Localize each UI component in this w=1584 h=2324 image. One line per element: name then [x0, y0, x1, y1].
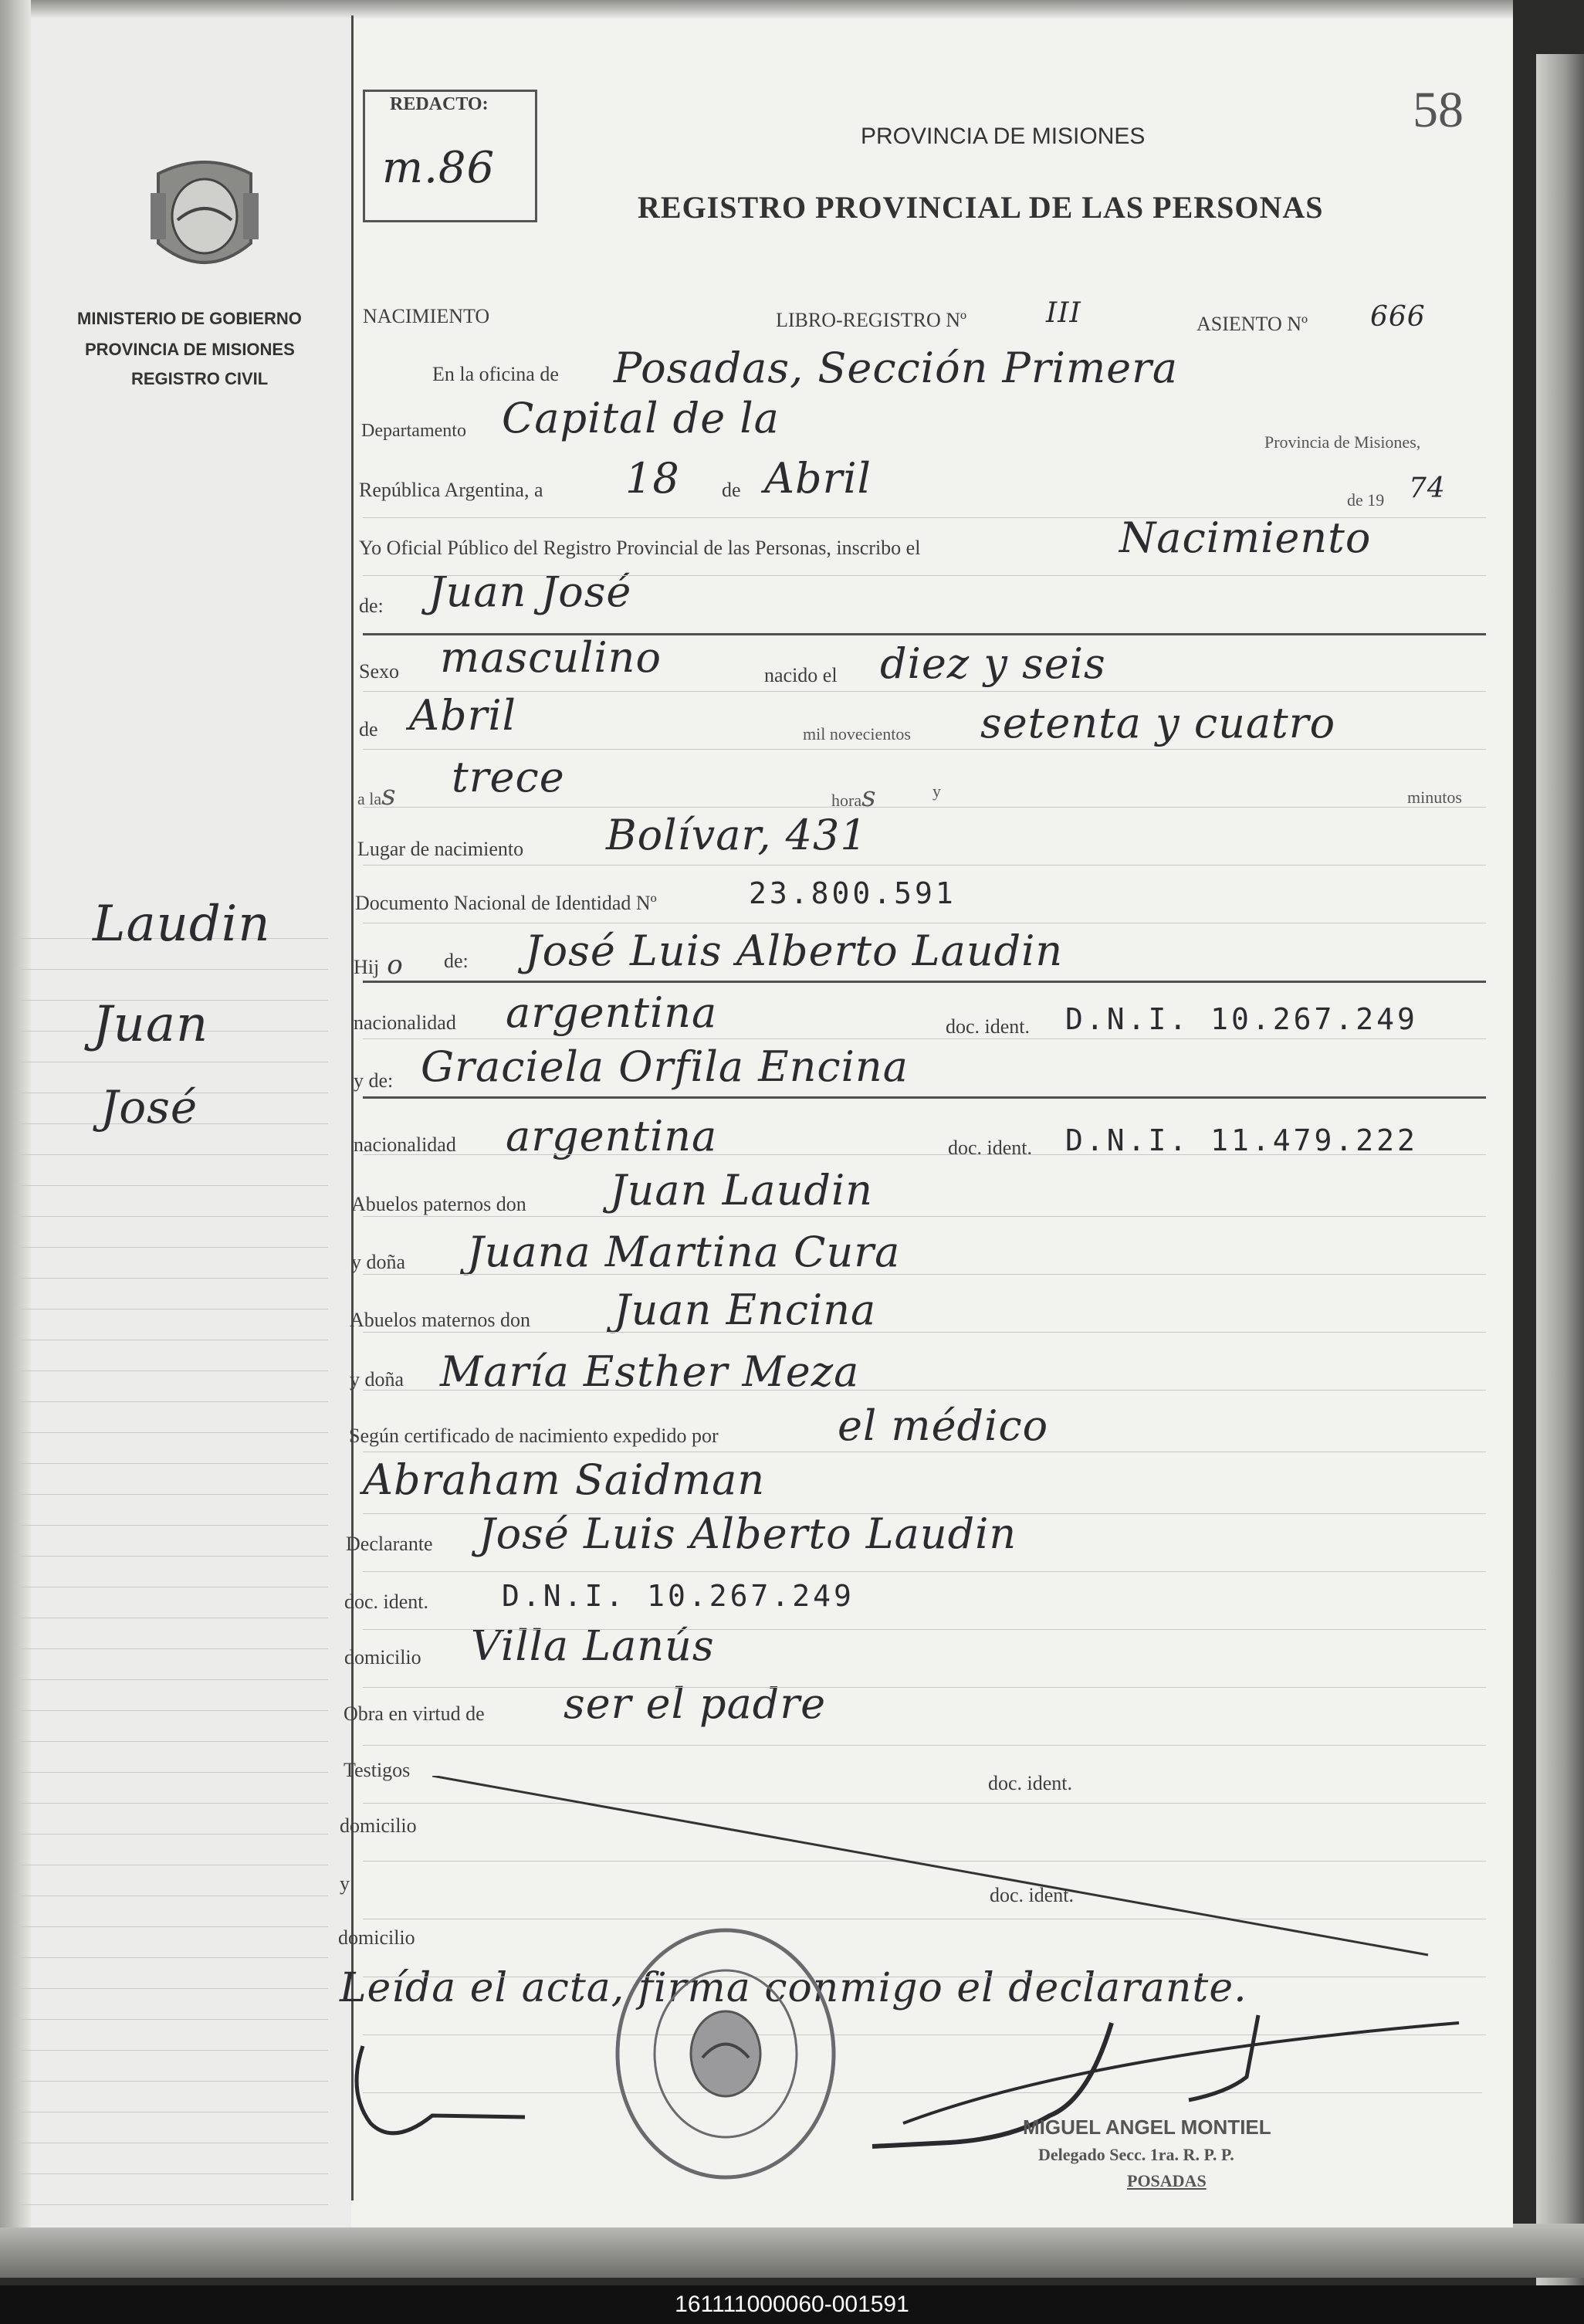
day-value: 18 — [625, 454, 680, 503]
header-province: PROVINCIA DE MISIONES — [861, 124, 1146, 149]
abuelos-paternos-label: Abuelos paternos don — [351, 1193, 526, 1215]
left-ruled-line — [15, 1926, 328, 1927]
doc-1-value: D.N.I. 10.267.249 — [1065, 1002, 1418, 1036]
form-ruled-line — [363, 1745, 1486, 1746]
asiento-label: ASIENTO Nº — [1196, 313, 1308, 335]
form-ruled-line — [363, 981, 1486, 983]
hijo-label — [354, 950, 403, 981]
form-ruled-line — [363, 807, 1486, 808]
de-mes-label: de — [359, 718, 378, 740]
mes-value: Abril — [409, 691, 516, 740]
redacto-label: REDACTO: — [390, 94, 489, 114]
y-label: y — [932, 781, 941, 801]
nacido-label: nacido el — [764, 664, 838, 686]
doc-1-label: doc. ident. — [946, 1015, 1031, 1038]
form-ruled-line — [363, 633, 1486, 635]
docid-value: D.N.I. 10.267.249 — [502, 1579, 855, 1613]
libro-label: LIBRO-REGISTRO Nº — [776, 309, 967, 331]
lugar-value: Bolívar, 431 — [606, 811, 868, 859]
testigos-domicilio-2-label: domicilio — [338, 1926, 415, 1949]
form-ruled-line — [363, 1629, 1486, 1630]
left-ruled-line — [15, 1648, 328, 1649]
doc-2-value: D.N.I. 11.479.222 — [1065, 1123, 1418, 1157]
hijo-label-text: Hij — [354, 956, 380, 978]
coat-of-arms-icon — [143, 151, 266, 286]
declarante-label: Declarante — [346, 1533, 433, 1555]
form-ruled-line — [363, 1687, 1486, 1688]
year-label: de 19 — [1347, 490, 1385, 510]
abuela-materna-value: María Esther Meza — [440, 1347, 860, 1396]
oficina-label: En la oficina de — [432, 363, 559, 385]
abuelos-paternos-value: Juan Laudin — [610, 1166, 874, 1215]
oficial-value: Nacimiento — [1119, 513, 1372, 562]
left-ruled-line — [15, 1370, 328, 1371]
ydona-2-label: y doña — [350, 1368, 404, 1391]
oficina-value: Posadas, Sección Primera — [614, 344, 1179, 392]
testigos-domicilio-label: domicilio — [340, 1814, 417, 1837]
form-ruled-line — [363, 1038, 1486, 1039]
ministry-label: MINISTERIO DE GOBIERNO — [77, 309, 302, 328]
margin-given-2: José — [100, 1081, 198, 1133]
dni-value: 23.800.591 — [749, 876, 956, 910]
form-ruled-line — [363, 1154, 1486, 1155]
left-ruled-line — [15, 2019, 328, 2020]
left-ruled-line — [15, 2050, 328, 2051]
hijo-de-label: de: — [444, 950, 469, 972]
declarante-value: José Luis Alberto Laudin — [479, 1509, 1017, 1558]
de-nombre-label: de: — [359, 595, 384, 617]
page-number: 58 — [1413, 82, 1464, 138]
left-ruled-line — [15, 1494, 328, 1495]
form-ruled-line — [363, 1274, 1486, 1275]
left-ruled-line — [15, 1803, 328, 1804]
left-ruled-line — [15, 1278, 328, 1279]
registry-label: REGISTRO CIVIL — [131, 369, 269, 388]
closing-text: Leída el acta, firma conmigo el declarante. — [340, 1965, 1247, 2011]
redacto-value: m.86 — [382, 143, 496, 193]
anio-value: setenta y cuatro — [980, 699, 1336, 747]
left-ruled-line — [15, 1679, 328, 1680]
left-ruled-line — [15, 1216, 328, 1217]
left-ruled-line — [15, 1895, 328, 1896]
departamento-label: Departamento — [361, 421, 466, 441]
left-ruled-line — [15, 1988, 328, 1989]
alas-suffix: s — [381, 780, 396, 811]
year-value: 74 — [1409, 473, 1446, 504]
oficial-label: Yo Oficial Público del Registro Provincial de las Personas, inscribo el — [359, 537, 921, 559]
record-type-label: NACIMIENTO — [363, 305, 490, 327]
dni-label: Documento Nacional de Identidad Nº — [355, 892, 657, 914]
witness-strike-line — [432, 1776, 1436, 1961]
nombre-value: Juan José — [428, 567, 632, 616]
left-ruled-line — [15, 1401, 328, 1402]
left-ruled-line — [15, 1710, 328, 1711]
province-label: PROVINCIA DE MISIONES — [85, 340, 295, 359]
libro-value: III — [1046, 297, 1081, 329]
margin-line — [351, 15, 354, 2200]
document-id-footer: 161111000060-001591 — [0, 2285, 1584, 2324]
nacionalidad-2-value: argentina — [506, 1112, 718, 1160]
obra-label: Obra en virtud de — [344, 1702, 485, 1725]
lugar-label: Lugar de nacimiento — [357, 838, 524, 860]
doc-2-label: doc. ident. — [948, 1137, 1033, 1159]
left-ruled-line — [15, 2204, 328, 2205]
abuelos-maternos-label: Abuelos maternos don — [350, 1309, 530, 1331]
hora-value: trece — [452, 753, 565, 801]
left-ruled-line — [15, 1463, 328, 1464]
padre-value: José Luis Alberto Laudin — [525, 927, 1064, 975]
testigos-doc-label: doc. ident. — [988, 1772, 1073, 1794]
left-ruled-line — [15, 1525, 328, 1526]
book-edge — [1536, 54, 1584, 2309]
sexo-value: masculino — [440, 633, 662, 682]
form-ruled-line — [363, 1571, 1486, 1572]
abuela-paterna-value: Juana Martina Cura — [467, 1228, 901, 1276]
form-ruled-line — [363, 1390, 1486, 1391]
horas-suffix: s — [861, 781, 876, 813]
segun-label: Según certificado de nacimiento expedido por — [349, 1425, 719, 1447]
mil-label: mil novecientos — [803, 724, 911, 744]
domicilio-value: Villa Lanús — [471, 1621, 715, 1670]
nacido-value: diez y seis — [880, 639, 1106, 688]
left-ruled-line — [15, 2173, 328, 2174]
testigos-y-label: y — [340, 1872, 350, 1895]
left-ruled-line — [15, 2081, 328, 2082]
domicilio-label: domicilio — [344, 1646, 421, 1668]
horas-label — [831, 781, 876, 813]
left-ruled-line — [15, 1247, 328, 1248]
form-ruled-line — [363, 749, 1486, 750]
left-ruled-line — [15, 1957, 328, 1958]
alas-label-text: a la — [357, 789, 382, 808]
horas-label-text: hora — [831, 791, 862, 810]
registry-stamp-icon — [610, 1923, 841, 2185]
left-ruled-line — [15, 1154, 328, 1155]
left-ruled-line — [15, 1185, 328, 1186]
margin-surname: Laudin — [93, 896, 271, 953]
form-ruled-line — [363, 865, 1486, 866]
sexo-label: Sexo — [359, 660, 399, 683]
asiento-value: 666 — [1370, 301, 1426, 333]
form-ruled-line — [363, 575, 1486, 576]
top-shadow — [31, 0, 1513, 19]
spine-shadow — [0, 0, 31, 2227]
official-name: MIGUEL ANGEL MONTIEL — [1023, 2116, 1271, 2139]
left-ruled-line — [15, 1741, 328, 1742]
abuelos-maternos-value: Juan Encina — [614, 1286, 877, 1334]
form-ruled-line — [363, 691, 1486, 692]
de-label: de — [722, 479, 741, 501]
medico-value: Abraham Saidman — [363, 1455, 766, 1504]
nacionalidad-1-value: argentina — [506, 988, 718, 1037]
departamento-value: Capital de la — [502, 394, 780, 442]
obra-value: ser el padre — [564, 1679, 827, 1728]
left-ruled-line — [15, 1556, 328, 1557]
left-ruled-line — [15, 969, 328, 970]
provincia-label: Provincia de Misiones, — [1264, 432, 1421, 452]
left-ruled-line — [15, 1432, 328, 1433]
hijo-suffix: o — [387, 950, 403, 981]
yde-label: y de: — [354, 1069, 394, 1092]
book-bottom — [0, 2224, 1584, 2278]
official-place: POSADAS — [1127, 2171, 1207, 2190]
form-ruled-line — [363, 1216, 1486, 1217]
republica-label: República Argentina, a — [359, 479, 543, 501]
nacionalidad-2-label: nacionalidad — [354, 1133, 456, 1156]
form-ruled-line — [363, 1096, 1486, 1099]
form-ruled-line — [363, 517, 1486, 518]
left-ruled-line — [15, 1772, 328, 1773]
testigos-label: Testigos — [344, 1759, 411, 1781]
form-ruled-line — [363, 1513, 1486, 1514]
nacionalidad-1-label: nacionalidad — [354, 1011, 456, 1034]
margin-given-1: Juan — [93, 996, 209, 1053]
month-value: Abril — [764, 454, 872, 503]
official-role: Delegado Secc. 1ra. R. P. P. — [1038, 2145, 1234, 2164]
testigos-doc-2-label: doc. ident. — [990, 1884, 1075, 1906]
minutos-label: minutos — [1407, 788, 1462, 807]
segun-value: el médico — [838, 1401, 1049, 1450]
declarant-signature-icon — [340, 2031, 540, 2162]
madre-value: Graciela Orfila Encina — [421, 1042, 909, 1091]
form-ruled-line — [363, 1332, 1486, 1333]
docid-label: doc. ident. — [344, 1591, 429, 1613]
header-title: REGISTRO PROVINCIAL DE LAS PERSONAS — [638, 190, 1324, 225]
ydona-1-label: y doña — [351, 1251, 406, 1273]
